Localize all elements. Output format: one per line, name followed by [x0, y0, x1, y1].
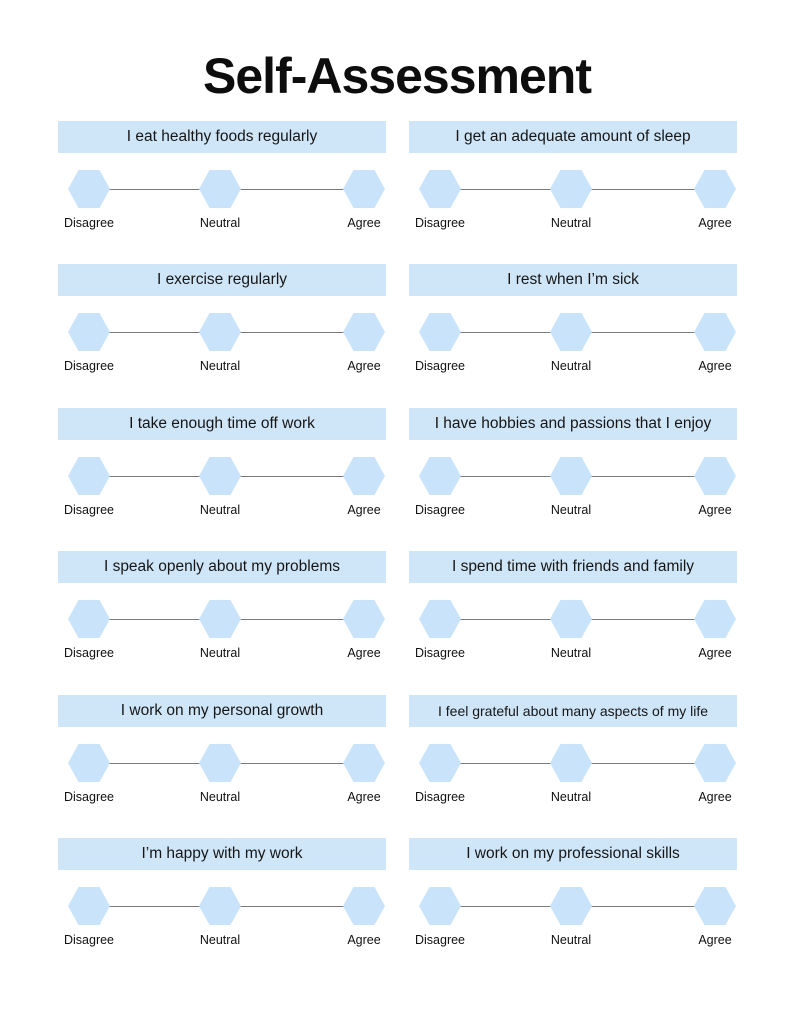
- label-neutral: Neutral: [550, 933, 592, 947]
- statement-header: I eat healthy foods regularly: [58, 121, 386, 153]
- statement-header: I take enough time off work: [58, 408, 386, 440]
- rating-option-disagree[interactable]: [419, 744, 461, 782]
- assessment-item: [409, 695, 737, 815]
- assessment-item: [409, 838, 737, 958]
- rating-option-agree[interactable]: [343, 313, 385, 351]
- rating-option-agree[interactable]: [343, 457, 385, 495]
- label-agree: Agree: [347, 216, 381, 230]
- label-neutral: Neutral: [550, 790, 592, 804]
- label-agree: Agree: [698, 790, 732, 804]
- rating-option-neutral[interactable]: [550, 457, 592, 495]
- label-disagree: Disagree: [414, 359, 466, 373]
- assessment-item: [58, 838, 386, 958]
- rating-option-neutral[interactable]: [550, 887, 592, 925]
- label-agree: Agree: [347, 933, 381, 947]
- page-title: Self-Assessment: [203, 48, 591, 104]
- label-agree: Agree: [698, 503, 732, 517]
- label-neutral: Neutral: [199, 646, 241, 660]
- label-agree: Agree: [347, 646, 381, 660]
- rating-option-disagree[interactable]: [419, 457, 461, 495]
- statement-header: I have hobbies and passions that I enjoy: [409, 408, 737, 440]
- label-agree: Agree: [347, 503, 381, 517]
- rating-option-neutral[interactable]: [550, 744, 592, 782]
- rating-option-agree[interactable]: [694, 170, 736, 208]
- label-neutral: Neutral: [199, 933, 241, 947]
- rating-option-neutral[interactable]: [199, 313, 241, 351]
- rating-option-agree[interactable]: [694, 887, 736, 925]
- label-disagree: Disagree: [414, 216, 466, 230]
- rating-option-agree[interactable]: [343, 887, 385, 925]
- rating-option-agree[interactable]: [694, 600, 736, 638]
- rating-option-neutral[interactable]: [550, 313, 592, 351]
- statement-header: I’m happy with my work: [58, 838, 386, 870]
- rating-option-agree[interactable]: [343, 170, 385, 208]
- label-neutral: Neutral: [199, 359, 241, 373]
- label-disagree: Disagree: [63, 359, 115, 373]
- assessment-item: [409, 408, 737, 528]
- assessment-item: [58, 121, 386, 241]
- rating-option-neutral[interactable]: [550, 170, 592, 208]
- rating-option-neutral[interactable]: [550, 600, 592, 638]
- rating-option-neutral[interactable]: [199, 600, 241, 638]
- rating-option-agree[interactable]: [694, 457, 736, 495]
- rating-option-disagree[interactable]: [68, 170, 110, 208]
- label-agree: Agree: [698, 216, 732, 230]
- rating-option-agree[interactable]: [343, 600, 385, 638]
- label-disagree: Disagree: [63, 790, 115, 804]
- label-agree: Agree: [347, 359, 381, 373]
- label-neutral: Neutral: [199, 503, 241, 517]
- label-neutral: Neutral: [550, 646, 592, 660]
- assessment-item: [58, 408, 386, 528]
- label-agree: Agree: [698, 646, 732, 660]
- label-neutral: Neutral: [199, 790, 241, 804]
- rating-option-disagree[interactable]: [419, 170, 461, 208]
- label-disagree: Disagree: [414, 790, 466, 804]
- rating-option-disagree[interactable]: [419, 600, 461, 638]
- rating-option-neutral[interactable]: [199, 457, 241, 495]
- statement-header: I speak openly about my problems: [58, 551, 386, 583]
- rating-option-agree[interactable]: [343, 744, 385, 782]
- label-disagree: Disagree: [63, 216, 115, 230]
- rating-option-disagree[interactable]: [419, 313, 461, 351]
- label-neutral: Neutral: [550, 216, 592, 230]
- assessment-item: [58, 695, 386, 815]
- assessment-item: [409, 551, 737, 671]
- rating-option-disagree[interactable]: [419, 887, 461, 925]
- label-agree: Agree: [698, 933, 732, 947]
- statement-header: I feel grateful about many aspects of my life: [409, 695, 737, 727]
- statement-header: I work on my professional skills: [409, 838, 737, 870]
- label-disagree: Disagree: [414, 503, 466, 517]
- rating-option-neutral[interactable]: [199, 887, 241, 925]
- statement-header: I exercise regularly: [58, 264, 386, 296]
- label-neutral: Neutral: [199, 216, 241, 230]
- rating-option-disagree[interactable]: [68, 600, 110, 638]
- rating-option-disagree[interactable]: [68, 744, 110, 782]
- statement-header: I rest when I’m sick: [409, 264, 737, 296]
- rating-option-disagree[interactable]: [68, 887, 110, 925]
- label-neutral: Neutral: [550, 503, 592, 517]
- rating-option-agree[interactable]: [694, 313, 736, 351]
- label-disagree: Disagree: [414, 646, 466, 660]
- rating-option-disagree[interactable]: [68, 457, 110, 495]
- label-disagree: Disagree: [414, 933, 466, 947]
- label-neutral: Neutral: [550, 359, 592, 373]
- statement-header: I spend time with friends and family: [409, 551, 737, 583]
- assessment-item: [409, 264, 737, 384]
- rating-option-disagree[interactable]: [68, 313, 110, 351]
- assessment-item: [58, 264, 386, 384]
- assessment-item: [58, 551, 386, 671]
- label-disagree: Disagree: [63, 503, 115, 517]
- label-disagree: Disagree: [63, 646, 115, 660]
- rating-option-agree[interactable]: [694, 744, 736, 782]
- rating-option-neutral[interactable]: [199, 170, 241, 208]
- label-agree: Agree: [347, 790, 381, 804]
- assessment-item: [409, 121, 737, 241]
- label-agree: Agree: [698, 359, 732, 373]
- label-disagree: Disagree: [63, 933, 115, 947]
- rating-option-neutral[interactable]: [199, 744, 241, 782]
- statement-header: I work on my personal growth: [58, 695, 386, 727]
- statement-header: I get an adequate amount of sleep: [409, 121, 737, 153]
